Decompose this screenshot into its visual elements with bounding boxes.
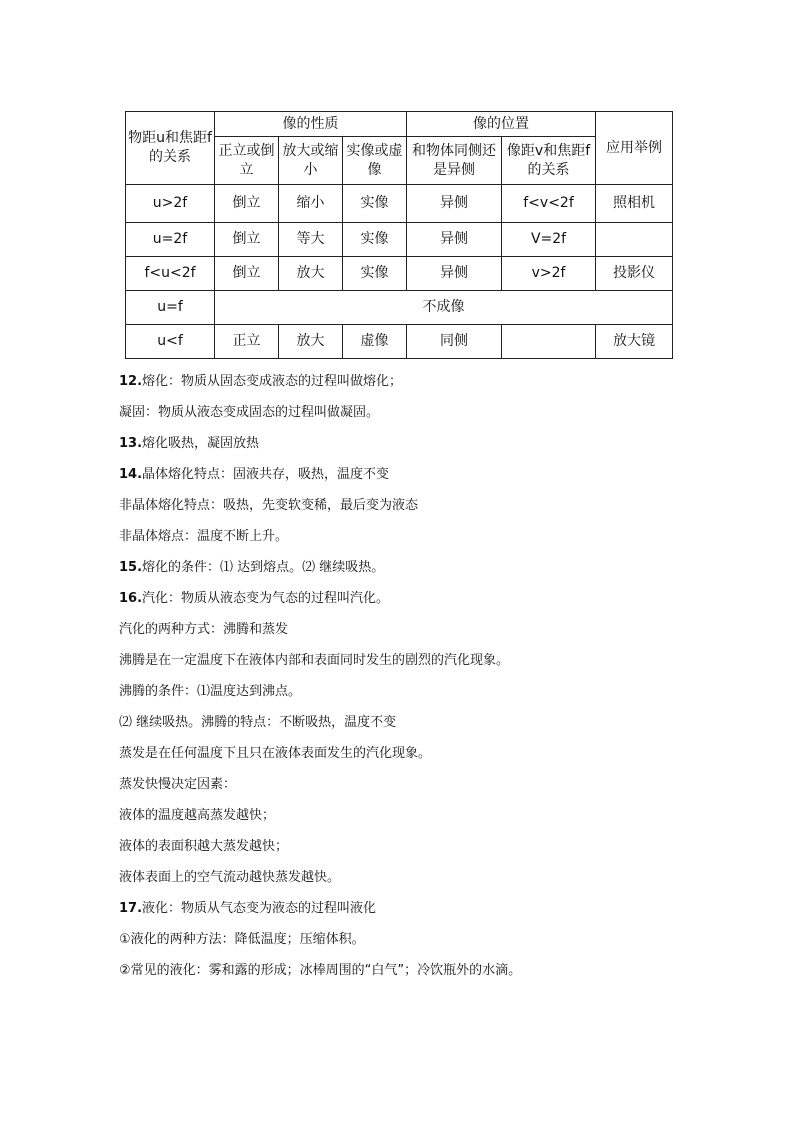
table-row <box>126 223 673 257</box>
note-text: 蒸发是在任何温度下且只在液体表面发生的汽化现象。 <box>119 746 432 761</box>
cell-kind: 实像 <box>343 185 407 223</box>
cell-side: 异侧 <box>407 223 502 257</box>
note-line <box>119 744 759 775</box>
note-line <box>119 403 759 434</box>
cell-application: 放大镜 <box>596 325 673 359</box>
cell-application: 照相机 <box>596 185 673 223</box>
note-text: 液体表面上的空气流动越快蒸发越快。 <box>119 870 341 885</box>
cell-u: u=2f <box>126 223 215 257</box>
cell-upright: 正立 <box>215 325 279 359</box>
note-line <box>119 527 759 558</box>
note-line <box>119 651 759 682</box>
note-line <box>119 682 759 713</box>
table-row <box>126 185 673 223</box>
header-image-position: 像的位置 <box>407 112 596 137</box>
cell-upright: 倒立 <box>215 257 279 291</box>
note-line <box>119 899 759 930</box>
note-text: ①液化的两种方法：降低温度；压缩体积。 <box>119 932 365 947</box>
header-application: 应用举例 <box>596 112 673 185</box>
note-line <box>119 620 759 651</box>
cell-v <box>502 325 596 359</box>
cell-kind: 实像 <box>343 223 407 257</box>
cell-size: 放大 <box>279 325 343 359</box>
cell-size: 缩小 <box>279 185 343 223</box>
note-line <box>119 465 759 496</box>
note-text: 液体的表面积越大蒸发越快； <box>119 839 289 854</box>
note-text: 蒸发快慢决定因素： <box>119 777 237 792</box>
note-line <box>119 930 759 961</box>
note-text: 沸腾的条件：⑴温度达到沸点。 <box>119 684 302 699</box>
convex-lens-imaging-table <box>125 111 673 359</box>
header-kind: 实像或虚像 <box>343 137 407 185</box>
cell-u: u=f <box>126 291 215 325</box>
note-line <box>119 558 759 589</box>
cell-v: f<v<2f <box>502 185 596 223</box>
note-text: 晶体熔化特点：固液共存，吸热，温度不变 <box>142 467 390 482</box>
note-line <box>119 775 759 806</box>
note-line <box>119 372 759 403</box>
note-text: ②常见的液化：雾和露的形成；冰棒周围的“白气”；冷饮瓶外的水滴。 <box>119 963 522 978</box>
note-text: 熔化：物质从固态变成液态的过程叫做熔化； <box>142 374 403 389</box>
note-line <box>119 961 759 992</box>
note-text: 凝固：物质从液态变成固态的过程叫做凝固。 <box>119 405 380 420</box>
note-text: 熔化吸热，凝固放热 <box>142 436 260 451</box>
note-line <box>119 589 759 620</box>
cell-v: v>2f <box>502 257 596 291</box>
header-relation: 物距u和焦距f的关系 <box>126 112 215 185</box>
note-text: 汽化：物质从液态变为气态的过程叫汽化。 <box>142 591 390 606</box>
note-line <box>119 868 759 899</box>
cell-kind: 虚像 <box>343 325 407 359</box>
cell-side: 异侧 <box>407 185 502 223</box>
cell-application: 投影仪 <box>596 257 673 291</box>
note-text: 液化：物质从气态变为液态的过程叫液化 <box>142 901 377 916</box>
table-row <box>126 291 673 325</box>
note-text: 非晶体熔化特点：吸热，先变软变稀，最后变为液态 <box>119 498 419 513</box>
cell-kind: 实像 <box>343 257 407 291</box>
header-image-nature: 像的性质 <box>215 112 407 137</box>
header-upright: 正立或倒立 <box>215 137 279 185</box>
note-text: ⑵ 继续吸热。沸腾的特点：不断吸热，温度不变 <box>119 715 397 730</box>
note-number: 16. <box>119 591 143 606</box>
cell-size: 等大 <box>279 223 343 257</box>
header-side: 和物体同侧还是异侧 <box>407 137 502 185</box>
cell-u: f<u<2f <box>126 257 215 291</box>
notes-section <box>119 372 759 992</box>
table-row <box>126 257 673 291</box>
note-line <box>119 434 759 465</box>
cell-side: 同侧 <box>407 325 502 359</box>
cell-u: u<f <box>126 325 215 359</box>
note-number: 12. <box>119 374 143 389</box>
note-number: 14. <box>119 467 143 482</box>
cell-v: V=2f <box>502 223 596 257</box>
cell-u: u>2f <box>126 185 215 223</box>
note-number: 15. <box>119 560 143 575</box>
note-text: 非晶体熔点：温度不断上升。 <box>119 529 289 544</box>
cell-side: 异侧 <box>407 257 502 291</box>
note-line <box>119 496 759 527</box>
note-line <box>119 806 759 837</box>
note-number: 13. <box>119 436 143 451</box>
note-number: 17. <box>119 901 143 916</box>
note-line <box>119 713 759 744</box>
note-text: 汽化的两种方式：沸腾和蒸发 <box>119 622 289 637</box>
table-row <box>126 325 673 359</box>
note-text: 液体的温度越高蒸发越快； <box>119 808 276 823</box>
cell-upright: 倒立 <box>215 185 279 223</box>
header-size: 放大或缩小 <box>279 137 343 185</box>
cell-upright: 倒立 <box>215 223 279 257</box>
note-line <box>119 837 759 868</box>
note-text: 熔化的条件：⑴ 达到熔点。⑵ 继续吸热。 <box>142 560 385 575</box>
cell-application <box>596 223 673 257</box>
header-image-distance: 像距v和焦距f的关系 <box>502 137 596 185</box>
cell-size: 放大 <box>279 257 343 291</box>
note-text: 沸腾是在一定温度下在液体内部和表面同时发生的剧烈的汽化现象。 <box>119 653 510 668</box>
table-header-row <box>126 112 673 137</box>
cell-no-image: 不成像 <box>215 291 673 325</box>
